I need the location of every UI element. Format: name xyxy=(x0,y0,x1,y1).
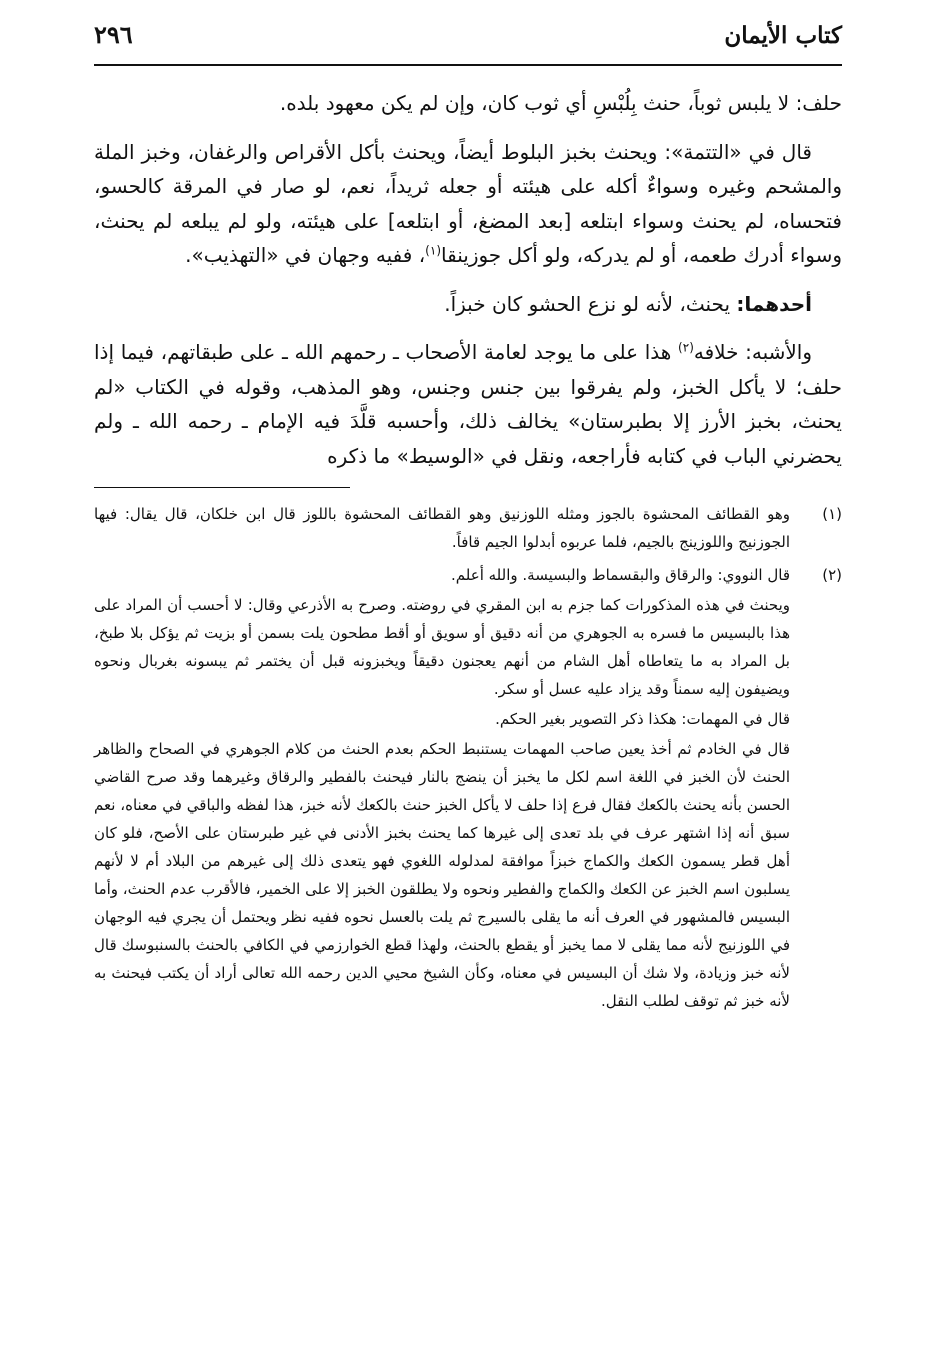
paragraph-1 xyxy=(94,86,842,121)
paragraph-4 xyxy=(94,335,842,473)
chapter-title: كتاب الأيمان xyxy=(724,22,842,49)
footnote-body xyxy=(94,561,790,1017)
footnote-paragraph: قال النووي: والرقاق والبقسماط والبسيسة. والله أعلم. xyxy=(451,566,790,584)
paragraph-2-end: ، ففيه وجهان في «التهذيب». xyxy=(185,243,426,267)
page-number: ٢٩٦ xyxy=(94,20,133,49)
paragraph-4-start: والأشبه: خلافه xyxy=(693,340,813,364)
footnote-paragraph: قال في الخادم ثم أخذ يعين صاحب المهمات يستنبط الحكم بعدم الحنث من كلام الجوهري في الصحاح والظاهر الحنث لأن الخبز في اللغة اسم لكل ما يخبز أن ينضج بالنار فيحنث بالفطير والرقاق وغيرهما وقد صرح القاضي الحسن بأنه يحنث بالكعك فقال فرع إذا حلف لا يأكل الخبز حنث بالكعك لأنه خبز، هذا لفظه والباقي في معناه، نعم سبق أنه إذا اشتهر عرف في بلد تعدى إلى غيرها كما يحنث بخبز الأدنى في غير طبرستان على الأصح، فلو كان أهل قطر يسمون الكعك والكماج خبزاً موافقة لمدلوله اللغوي فهو يتعدى ذلك إلى غيرهم من البلاد أم لا لأنهم يسلبون اسم الخبز عن الكعك والكماج والفطير ونحوه ولا يطلقون الخبز إلا على الخمير، فالأقرب عدم الحنث، وأما البسيس فالمشهور في العرف أنه ما يقلى بالسيرج ثم يلت بالعسل نحوه ففيه نظر ويحتمل أن يجري فيه الوجهان في اللوزنيج لأنه مما يقلى لا مما يخبز أو يقطع بالحنث، ولهذا قطع الخوارزمي في الكافي بالحنث بالسنبوسك قال لأنه خبز وزيادة، ولا شك أن البسيس في معناه، وكأن الشيخ محيي الدين رحمه الله تعالى أراد أن يكتب فيحنث به لأنه خبز ثم توقف لطلب النقل. xyxy=(94,740,790,1010)
main-text xyxy=(94,86,842,473)
paragraph-2 xyxy=(94,135,842,273)
footnote-paragraph: وهو القطائف المحشوة بالجوز ومثله اللوزنيق وهو القطائف المحشوة باللوز قال ابن خلكان، قال يقال: فيها الجوزنيج واللوزينج بالجيم، فلما عربوه أبدلوا الجيم قافاً. xyxy=(94,505,790,551)
paragraph-2-text: قال في «التتمة»: ويحنث بخبز البلوط أيضاً، ويحنث بأكل الأقراص والرغفان، وخبز الملة والمشحم وغيره وسواءٌ أكله على هيئته أو جعله ثريداً، نعم، لو صار في المرقة كالحسو، فتحساه، لم يحنث وسواء ابتلعه [بعد المضغ، أو ابتلعه] على هيئته، ولو لم يبلعه لم يحنث، وسواء أدرك طعمه، أو لم يدركه، ولو أكل جوزينقا xyxy=(94,139,842,267)
footnote-1 xyxy=(94,500,842,558)
book-page xyxy=(94,20,842,1020)
footnote-2 xyxy=(94,561,842,1017)
footnote-ref-2[interactable]: (٢) xyxy=(678,340,694,355)
paragraph-3 xyxy=(94,287,842,322)
footnote-paragraph: قال في المهمات: هكذا ذكر التصوير بغير الحكم. xyxy=(495,710,790,728)
footnotes xyxy=(94,500,842,1017)
footnote-separator xyxy=(94,487,350,488)
footnote-separator-wrap xyxy=(94,487,842,488)
footnote-number: (١) xyxy=(822,505,842,523)
paragraph-3-lead: أحدهما: xyxy=(736,291,812,316)
footnote-paragraph: ويحنث في هذه المذكورات كما جزم به ابن المقري في روضته. وصرح به الأذرعي وقال: لا أحسب أن المراد على هذا بالبسيس ما فسره به الجوهري من أنه دقيق أو سويق أو أقط مطحون يلت بسمن أو بزيت ثم يؤكل بلا طبخ، بل المراد به ما يتعاطاه أهل الشام من أنهم يعجنون دقيقاً ويخبزونه قبل أن يختمر ثم يبسونه بغربال ونحوه ويضيفون إليه سمناً وقد يزاد عليه عسل أو سكر. xyxy=(94,596,790,698)
footnote-number: (٢) xyxy=(822,566,842,584)
paragraph-3-text: يحنث، لأنه لو نزع الحشو كان خبزاً. xyxy=(444,291,737,316)
footnote-body xyxy=(94,500,790,558)
footnote-ref-1[interactable]: (١) xyxy=(425,243,441,258)
paragraph-4-text: هذا على ما يوجد لعامة الأصحاب ـ رحمهم الله ـ على طبقاتهم، فيما إذا حلف؛ لا يأكل الخبز، ولم يفرقوا بين جنس وجنس، وهو المذهب، وقوله في الكتاب «لم يحنث، بخبز الأرز إلا بطبرستان» يخالف ذلك، وأحسبه قلَّدَ فيه الإمام ـ رحمه الله ـ ولم يحضرني الباب في كتابه فأراجعه، ونقل في «الوسيط» ما ذكره xyxy=(94,340,842,468)
running-header xyxy=(94,20,842,66)
paragraph-1-text: حلف: لا يلبس ثوباً، حنث بِلُبْسِ أي ثوب كان، وإن لم يكن معهود بلده. xyxy=(279,91,842,115)
